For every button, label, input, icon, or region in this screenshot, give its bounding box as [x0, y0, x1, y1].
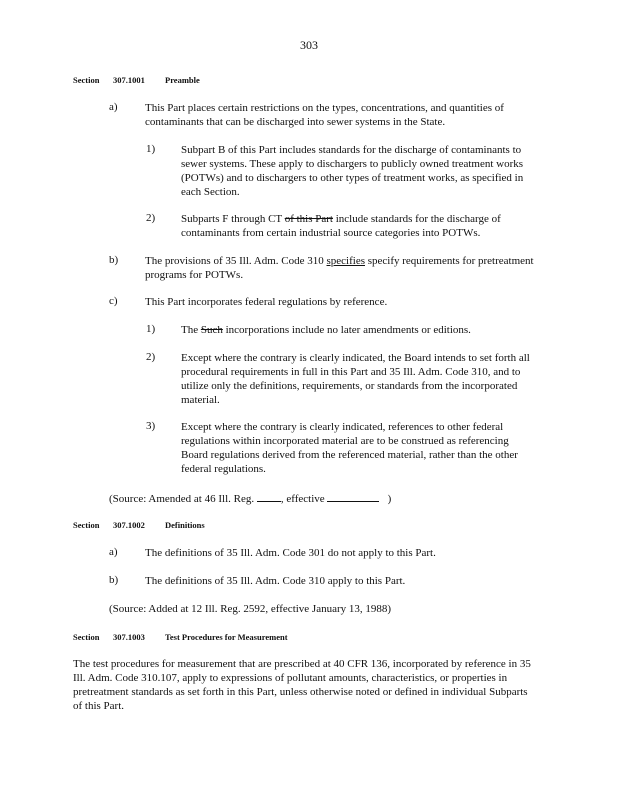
item-text-b: The provisions of 35 Ill. Adm. Code 310 specifies specify requirements for pretreatment programs for POTWs. — [145, 255, 534, 281]
struck-text: of this Part — [284, 213, 333, 225]
source-note-1001: (Source: Amended at 46 Ill. Reg. , effective ) — [109, 493, 392, 505]
item-text-c1: The Such incorporations include no later amendments or editions. — [181, 324, 471, 336]
page-number: 303 — [300, 38, 318, 52]
section-title: Preamble — [165, 75, 200, 85]
item-label-a: a) — [109, 546, 118, 558]
section-number: 307.1003 — [113, 632, 145, 642]
section-word: Section — [73, 75, 100, 85]
item-text-a2: Subparts F through CT of this Part include standards for the discharge of contaminants from certain industrial source categories into POTWs. — [181, 213, 501, 239]
section-title: Test Procedures for Measurement — [165, 632, 288, 642]
section-number: 307.1001 — [113, 75, 145, 85]
item-text-a: The definitions of 35 Ill. Adm. Code 301 do not apply to this Part. — [145, 547, 436, 559]
section-word: Section — [73, 632, 100, 642]
item-text-b: The definitions of 35 Ill. Adm. Code 310 apply to this Part. — [145, 575, 406, 587]
item-text-a1: Subpart B of this Part includes standards for the discharge of contaminants to sewer systems. These apply to dischargers to publicly owned treatment works (POTWs) and to dischargers to other types of treatment works, as specified in each Section. — [181, 144, 524, 198]
item-text-c3: Except where the contrary is clearly indicated, references to other federal regulations within incorporated material are to be construed as referencing Board regulations derived from the referenced material, rather than the other federal regulations. — [181, 421, 518, 475]
struck-text: Such — [200, 324, 223, 336]
item-text-a: This Part places certain restrictions on the types, concentrations, and quantities of contaminants that can be discharged into sewer systems in the State. — [145, 102, 504, 128]
section-number: 307.1002 — [113, 520, 145, 530]
item-label-c2: 2) — [146, 351, 156, 363]
section-word: Section — [73, 520, 100, 530]
blank-effective-date — [327, 491, 379, 502]
blank-reg-number — [257, 491, 281, 502]
item-text-c: This Part incorporates federal regulations by reference. — [145, 296, 388, 308]
item-label-b: b) — [109, 254, 119, 266]
item-label-c1: 1) — [146, 323, 156, 335]
section-title: Definitions — [165, 520, 205, 530]
struck-text: specifies — [326, 255, 365, 267]
source-note-1002: (Source: Added at 12 Ill. Reg. 2592, effective January 13, 1988) — [109, 603, 392, 615]
item-label-c: c) — [109, 295, 118, 307]
item-label-b: b) — [109, 574, 119, 586]
item-label-a: a) — [109, 101, 118, 113]
item-label-a1: 1) — [146, 143, 156, 155]
item-label-a2: 2) — [146, 212, 156, 224]
item-text-c2: Except where the contrary is clearly indicated, the Board intends to set forth all procedural requirements in full in this Part and 35 Ill. Adm. Code 310, and to utilize only the definitions, requirements, or standards from the incorporated material. — [181, 352, 530, 406]
section-body-1003: The test procedures for measurement that are prescribed at 40 CFR 136, incorporated by reference in 35 Ill. Adm. Code 310.107, apply to expressions of pollutant amounts, characteristics, or properties in pretreatment standards as set forth in this Part, unless otherwise noted or defined in individual Subparts of this Part. — [73, 658, 531, 712]
item-label-c3: 3) — [146, 420, 156, 432]
